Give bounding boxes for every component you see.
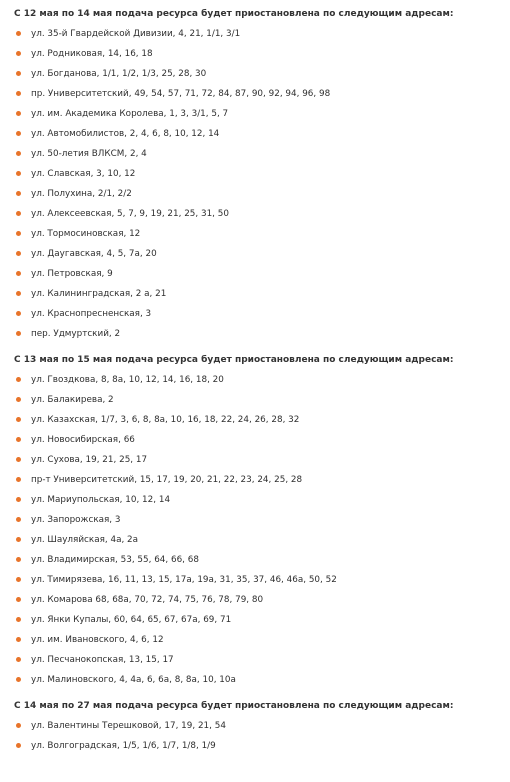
bullet-icon bbox=[16, 537, 21, 542]
address-list-item bbox=[14, 390, 500, 410]
address-text: ул. Шауляйская, 4а, 2а bbox=[31, 535, 139, 545]
address-text: ул. Новосибирская, 66 bbox=[31, 435, 135, 445]
address-text: ул. Автомобилистов, 2, 4, 6, 8, 10, 12, 14 bbox=[31, 129, 220, 139]
address-list-item bbox=[14, 450, 500, 470]
bullet-icon bbox=[16, 211, 21, 216]
address-text: ул. Сухова, 19, 21, 25, 17 bbox=[31, 455, 148, 465]
address-list-item bbox=[14, 104, 500, 124]
bullet-icon bbox=[16, 171, 21, 176]
address-list bbox=[14, 24, 500, 344]
bullet-icon bbox=[16, 617, 21, 622]
bullet-icon bbox=[16, 191, 21, 196]
bullet-icon bbox=[16, 91, 21, 96]
address-text: пер. Удмуртский, 2 bbox=[31, 329, 121, 339]
address-list-item bbox=[14, 224, 500, 244]
bullet-icon bbox=[16, 251, 21, 256]
address-text: ул. Мариупольская, 10, 12, 14 bbox=[31, 495, 171, 505]
address-list-item bbox=[14, 244, 500, 264]
address-list-item bbox=[14, 410, 500, 430]
address-list-item bbox=[14, 204, 500, 224]
bullet-icon bbox=[16, 51, 21, 56]
address-list-item bbox=[14, 164, 500, 184]
address-list-item bbox=[14, 736, 500, 756]
address-text: ул. Краснопресненская, 3 bbox=[31, 309, 152, 319]
address-list bbox=[14, 716, 500, 756]
bullet-icon bbox=[16, 397, 21, 402]
address-text: ул. Песчанокопская, 13, 15, 17 bbox=[31, 655, 174, 665]
address-list-item bbox=[14, 264, 500, 284]
section-heading: С 13 мая по 15 мая подача ресурса будет приостановлена по следующим адресам: bbox=[14, 355, 454, 365]
address-text: ул. 50-летия ВЛКСМ, 2, 4 bbox=[31, 149, 147, 159]
bullet-icon bbox=[16, 417, 21, 422]
address-text: ул. им. Ивановского, 4, 6, 12 bbox=[31, 635, 164, 645]
address-text: ул. Калининградская, 2 а, 21 bbox=[31, 289, 167, 299]
bullet-icon bbox=[16, 657, 21, 662]
address-list-item bbox=[14, 650, 500, 670]
bullet-icon bbox=[16, 723, 21, 728]
address-list-item bbox=[14, 630, 500, 650]
bullet-icon bbox=[16, 311, 21, 316]
address-list-item bbox=[14, 304, 500, 324]
address-list-item bbox=[14, 550, 500, 570]
address-text: ул. Казахская, 1/7, 3, 6, 8, 8а, 10, 16, 18, 22, 24, 26, 28, 32 bbox=[31, 415, 300, 425]
bullet-icon bbox=[16, 151, 21, 156]
address-list-item bbox=[14, 64, 500, 84]
section-heading: С 12 мая по 14 мая подача ресурса будет приостановлена по следующим адресам: bbox=[14, 9, 454, 19]
bullet-icon bbox=[16, 597, 21, 602]
outage-section bbox=[14, 354, 500, 690]
address-text: ул. Алексеевская, 5, 7, 9, 19, 21, 25, 31, 50 bbox=[31, 209, 229, 219]
address-list-item bbox=[14, 184, 500, 204]
address-text: ул. им. Академика Королева, 1, 3, 3/1, 5, 7 bbox=[31, 109, 229, 119]
bullet-icon bbox=[16, 577, 21, 582]
address-text: ул. Владимирская, 53, 55, 64, 66, 68 bbox=[31, 555, 199, 565]
address-list-item bbox=[14, 530, 500, 550]
address-text: ул. Полухина, 2/1, 2/2 bbox=[31, 189, 132, 199]
bullet-icon bbox=[16, 377, 21, 382]
address-text: ул. Тормосиновская, 12 bbox=[31, 229, 141, 239]
bullet-icon bbox=[16, 231, 21, 236]
bullet-icon bbox=[16, 743, 21, 748]
address-text: пр-т Университетский, 15, 17, 19, 20, 21, 22, 23, 24, 25, 28 bbox=[31, 475, 303, 485]
bullet-icon bbox=[16, 131, 21, 136]
address-text: ул. Запорожская, 3 bbox=[31, 515, 121, 525]
address-list-item bbox=[14, 84, 500, 104]
address-list-item bbox=[14, 510, 500, 530]
bullet-icon bbox=[16, 271, 21, 276]
address-text: ул. Комарова 68, 68а, 70, 72, 74, 75, 76, 78, 79, 80 bbox=[31, 595, 264, 605]
bullet-icon bbox=[16, 637, 21, 642]
address-text: пр. Университетский, 49, 54, 57, 71, 72, 84, 87, 90, 92, 94, 96, 98 bbox=[31, 89, 331, 99]
address-text: ул. Даугавская, 4, 5, 7а, 20 bbox=[31, 249, 157, 259]
address-list-item bbox=[14, 470, 500, 490]
bullet-icon bbox=[16, 31, 21, 36]
address-text: ул. Малиновского, 4, 4а, 6, 6а, 8, 8а, 10, 10а bbox=[31, 675, 236, 685]
bullet-icon bbox=[16, 331, 21, 336]
address-list-item bbox=[14, 44, 500, 64]
address-text: ул. Валентины Терешковой, 17, 19, 21, 54 bbox=[31, 721, 226, 731]
address-text: ул. 35-й Гвардейской Дивизии, 4, 21, 1/1, 3/1 bbox=[31, 29, 241, 39]
address-text: ул. Янки Купалы, 60, 64, 65, 67, 67а, 69, 71 bbox=[31, 615, 232, 625]
address-text: ул. Родниковая, 14, 16, 18 bbox=[31, 49, 153, 59]
address-list-item bbox=[14, 370, 500, 390]
address-list-item bbox=[14, 24, 500, 44]
address-list-item bbox=[14, 124, 500, 144]
address-list-item bbox=[14, 590, 500, 610]
address-text: ул. Гвоздкова, 8, 8а, 10, 12, 14, 16, 18, 20 bbox=[31, 375, 224, 385]
bullet-icon bbox=[16, 557, 21, 562]
bullet-icon bbox=[16, 71, 21, 76]
bullet-icon bbox=[16, 497, 21, 502]
address-list-item bbox=[14, 670, 500, 690]
address-list-item bbox=[14, 144, 500, 164]
address-list-item bbox=[14, 284, 500, 304]
outage-section bbox=[14, 8, 500, 344]
address-text: ул. Тимирязева, 16, 11, 13, 15, 17а, 19а, 31, 35, 37, 46, 46а, 50, 52 bbox=[31, 575, 337, 585]
address-list-item bbox=[14, 570, 500, 590]
address-list-item bbox=[14, 490, 500, 510]
bullet-icon bbox=[16, 677, 21, 682]
bullet-icon bbox=[16, 457, 21, 462]
address-text: ул. Петровская, 9 bbox=[31, 269, 113, 279]
address-list bbox=[14, 370, 500, 690]
bullet-icon bbox=[16, 477, 21, 482]
bullet-icon bbox=[16, 437, 21, 442]
address-list-item bbox=[14, 324, 500, 344]
bullet-icon bbox=[16, 111, 21, 116]
address-list-item bbox=[14, 610, 500, 630]
outage-section bbox=[14, 700, 500, 756]
address-text: ул. Славская, 3, 10, 12 bbox=[31, 169, 136, 179]
bullet-icon bbox=[16, 517, 21, 522]
address-list-item bbox=[14, 430, 500, 450]
section-heading: С 14 мая по 27 мая подача ресурса будет приостановлена по следующим адресам: bbox=[14, 701, 454, 711]
address-text: ул. Волгоградская, 1/5, 1/6, 1/7, 1/8, 1/9 bbox=[31, 741, 216, 751]
address-text: ул. Балакирева, 2 bbox=[31, 395, 114, 405]
bullet-icon bbox=[16, 291, 21, 296]
address-text: ул. Богданова, 1/1, 1/2, 1/3, 25, 28, 30 bbox=[31, 69, 207, 79]
address-list-item bbox=[14, 716, 500, 736]
